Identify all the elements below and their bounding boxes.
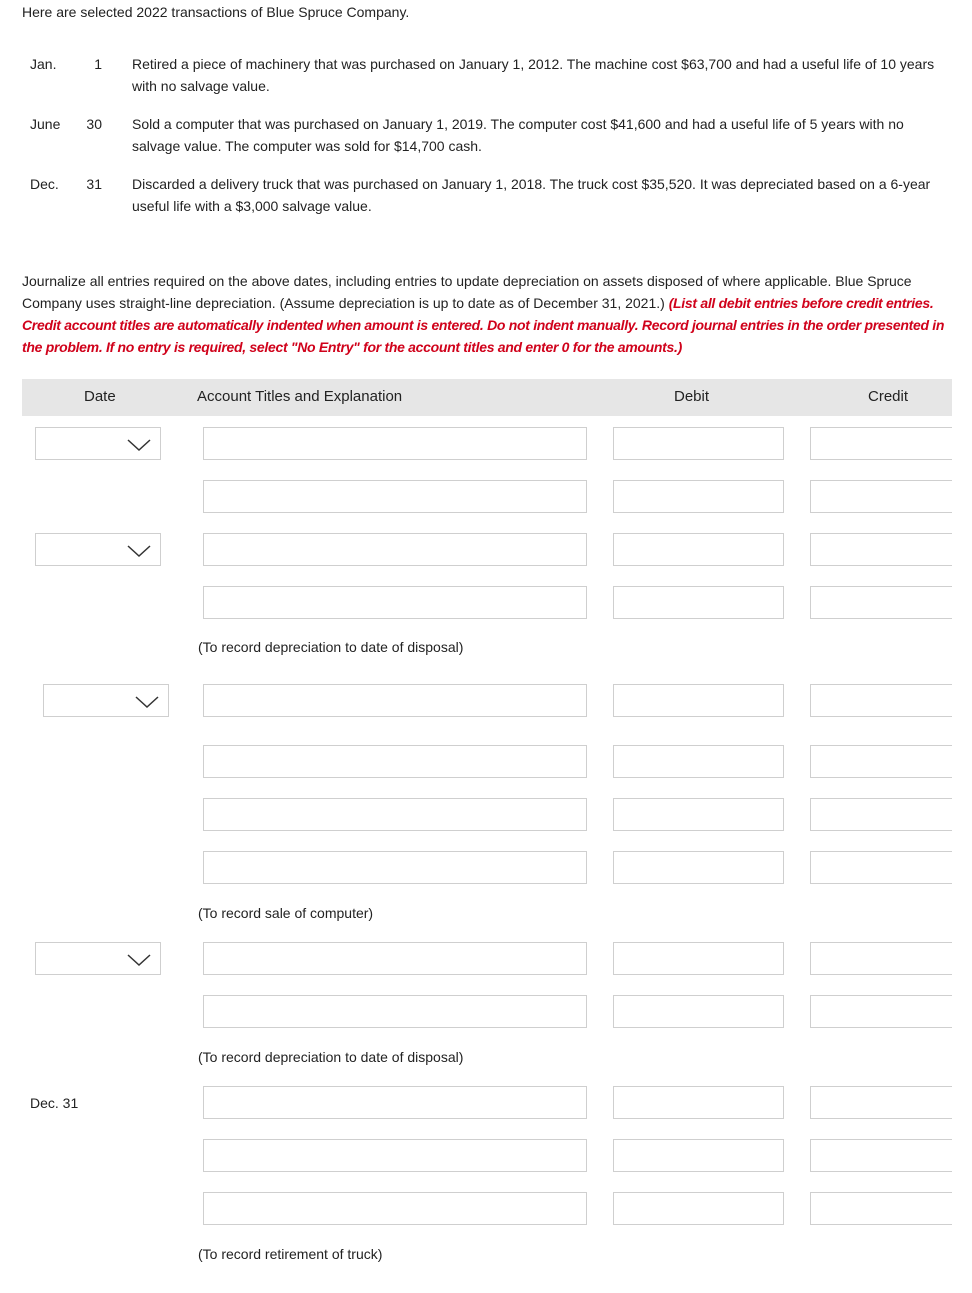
account-title-input-3[interactable]	[203, 533, 587, 566]
credit-input-9[interactable]	[810, 942, 952, 975]
debit-input-5[interactable]	[613, 684, 784, 717]
debit-input-4[interactable]	[613, 586, 784, 619]
credit-input-10[interactable]	[810, 995, 952, 1028]
transaction-text: Sold a computer that was purchased on January 1, 2019. The computer cost $41,600 and had a useful life of 5 years with no salvage value. The computer was sold for $14,700 cash.	[132, 116, 904, 154]
account-title-input-12[interactable]	[203, 1139, 587, 1172]
debit-input-13[interactable]	[613, 1192, 784, 1225]
transaction-text: Retired a piece of machinery that was purchased on January 1, 2012. The machine cost $63,700 and had a useful life of 10 years with no salvage value.	[132, 56, 935, 94]
debit-input-10[interactable]	[613, 995, 784, 1028]
account-title-input-4[interactable]	[203, 586, 587, 619]
chevron-down-icon	[134, 695, 160, 709]
credit-input-12[interactable]	[810, 1139, 952, 1172]
transaction-month: Jan.	[30, 56, 57, 72]
header-credit: Credit	[868, 388, 909, 405]
transaction-month: June	[30, 116, 61, 132]
chevron-down-icon	[126, 953, 152, 967]
debit-input-7[interactable]	[613, 798, 784, 831]
entry-note: (To record retirement of truck)	[198, 1246, 383, 1262]
credit-input-13[interactable]	[810, 1192, 952, 1225]
credit-input-1[interactable]	[810, 427, 952, 460]
chevron-down-icon	[126, 438, 152, 452]
transaction-month: Dec.	[30, 176, 59, 192]
credit-input-2[interactable]	[810, 480, 952, 513]
account-title-input-9[interactable]	[203, 942, 587, 975]
debit-input-1[interactable]	[613, 427, 784, 460]
entry-note: (To record depreciation to date of disposal)	[198, 1049, 464, 1065]
account-title-input-11[interactable]	[203, 1086, 587, 1119]
debit-input-9[interactable]	[613, 942, 784, 975]
header-debit: Debit	[674, 388, 710, 405]
debit-input-11[interactable]	[613, 1086, 784, 1119]
credit-input-4[interactable]	[810, 586, 952, 619]
account-title-input-10[interactable]	[203, 995, 587, 1028]
account-title-input-1[interactable]	[203, 427, 587, 460]
account-title-input-7[interactable]	[203, 798, 587, 831]
account-title-input-5[interactable]	[203, 684, 587, 717]
debit-input-3[interactable]	[613, 533, 784, 566]
date-select-2[interactable]	[35, 533, 161, 566]
credit-input-6[interactable]	[810, 745, 952, 778]
date-select-3[interactable]	[43, 684, 169, 717]
entry-note: (To record sale of computer)	[198, 905, 374, 921]
instructions-text: Journalize all entries required on the above dates, including entries to update depreciation on assets disposed of where applicable. Blue Spruce Company uses straight-line depreciation. (Assume depreciation is up to date as of December 31, 2021.)	[22, 273, 912, 311]
header-date: Date	[84, 388, 116, 405]
debit-input-8[interactable]	[613, 851, 784, 884]
credit-input-3[interactable]	[810, 533, 952, 566]
date-select-4[interactable]	[35, 942, 161, 975]
debit-input-6[interactable]	[613, 745, 784, 778]
credit-input-11[interactable]	[810, 1086, 952, 1119]
chevron-down-icon	[126, 544, 152, 558]
credit-input-5[interactable]	[810, 684, 952, 717]
account-title-input-13[interactable]	[203, 1192, 587, 1225]
instructions	[22, 270, 957, 358]
debit-input-2[interactable]	[613, 480, 784, 513]
header-account: Account Titles and Explanation	[197, 388, 403, 405]
intro-text: Here are selected 2022 transactions of Blue Spruce Company.	[22, 4, 410, 20]
entry-note: (To record depreciation to date of disposal)	[198, 639, 464, 655]
journal-table-header	[22, 379, 952, 416]
transaction-day: 31	[86, 176, 102, 192]
account-title-input-2[interactable]	[203, 480, 587, 513]
instructions-emphasis: (List all debit entries before credit entries. Credit account titles are automatically indented when amount is entered. Do not indent manually. Record journal entries in the order presented in the problem. If no entry is required, select "No Entry" for the account titles and enter 0 for the amounts.)	[22, 295, 945, 355]
transaction-day: 30	[86, 116, 102, 132]
transaction-text: Discarded a delivery truck that was purchased on January 1, 2018. The truck cost $35,520. It was depreciated based on a 6-year useful life with a $3,000 salvage value.	[132, 176, 931, 214]
credit-input-7[interactable]	[810, 798, 952, 831]
date-select-1[interactable]	[35, 427, 161, 460]
account-title-input-6[interactable]	[203, 745, 587, 778]
date-label-dec-31: Dec. 31	[30, 1095, 79, 1111]
debit-input-12[interactable]	[613, 1139, 784, 1172]
account-title-input-8[interactable]	[203, 851, 587, 884]
credit-input-8[interactable]	[810, 851, 952, 884]
transaction-day: 1	[94, 56, 102, 72]
